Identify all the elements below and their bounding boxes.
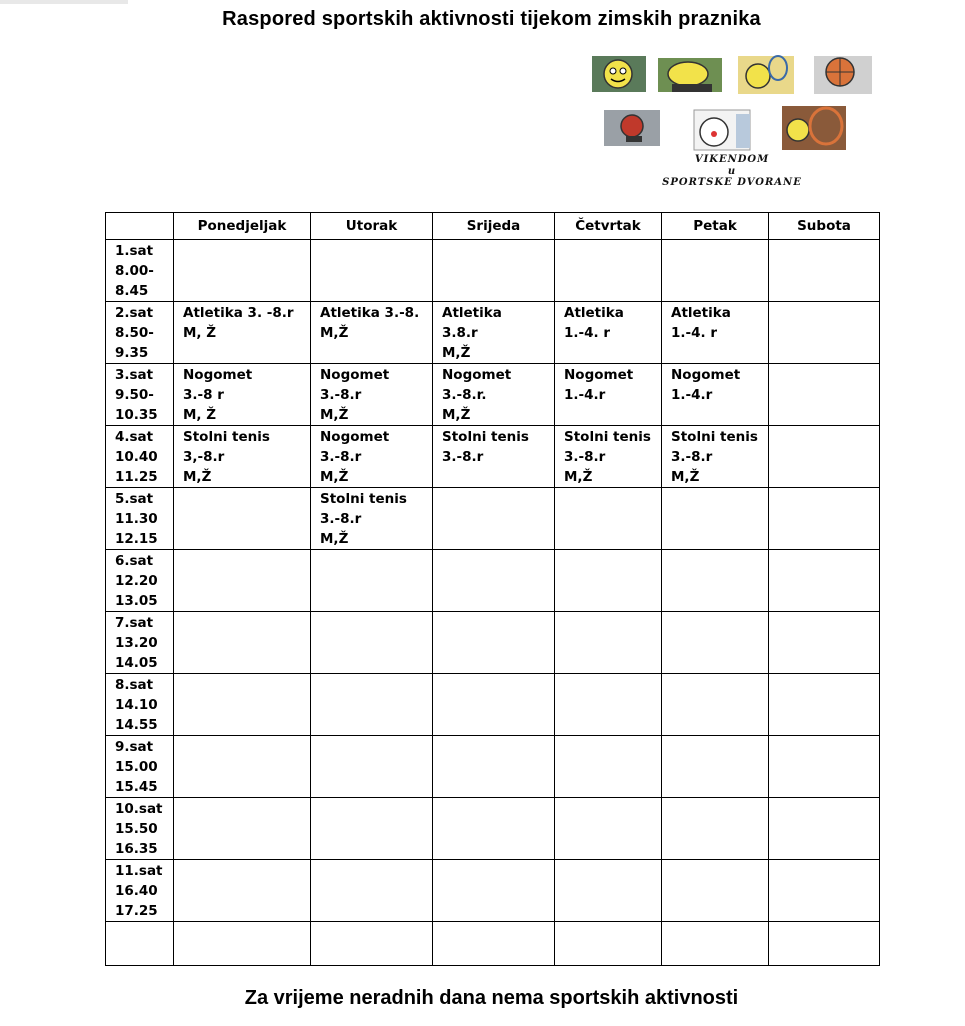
activity-line: Nogomet xyxy=(183,367,253,383)
activity-cell xyxy=(311,550,433,612)
activity-cell xyxy=(769,302,880,364)
time-slot-line: 14.55 xyxy=(115,717,158,733)
table-row xyxy=(106,612,880,674)
time-slot-line: 10.sat xyxy=(115,801,163,817)
time-slot-cell xyxy=(106,426,174,488)
activity-cell xyxy=(311,736,433,798)
activity-line: 1.-4.r xyxy=(564,387,606,403)
time-slot-cell xyxy=(106,488,174,550)
column-header: Petak xyxy=(662,213,769,240)
activity-cell xyxy=(555,674,662,736)
activity-cell xyxy=(769,240,880,302)
time-slot-line: 15.00 xyxy=(115,759,158,775)
activity-line: M,Ž xyxy=(442,345,471,361)
time-slot-line: 11.sat xyxy=(115,863,163,879)
activity-cell xyxy=(174,364,311,426)
time-slot-line: 1.sat xyxy=(115,243,154,259)
activity-line: Atletika 3.-8. xyxy=(320,305,420,321)
activity-cell xyxy=(433,240,555,302)
activity-cell xyxy=(769,426,880,488)
activity-line: 3.-8.r xyxy=(320,449,362,465)
time-slot-cell xyxy=(106,860,174,922)
activity-cell xyxy=(174,302,311,364)
time-slot-line: 9.50- xyxy=(115,387,154,403)
time-slot-line: 15.45 xyxy=(115,779,158,795)
activity-cell xyxy=(311,922,433,966)
time-slot-line: 2.sat xyxy=(115,305,154,321)
activity-cell xyxy=(555,488,662,550)
activity-cell xyxy=(662,240,769,302)
activity-cell xyxy=(311,240,433,302)
time-slot-cell xyxy=(106,364,174,426)
activity-cell xyxy=(555,922,662,966)
table-row xyxy=(106,364,880,426)
activity-cell xyxy=(174,674,311,736)
activity-line: M,Ž xyxy=(320,531,349,547)
time-slot-cell xyxy=(106,612,174,674)
column-header: Četvrtak xyxy=(555,213,662,240)
time-slot-line: 14.10 xyxy=(115,697,158,713)
table-row xyxy=(106,736,880,798)
activity-line: Nogomet xyxy=(671,367,741,383)
activity-line: Atletika xyxy=(442,305,502,321)
activity-cell xyxy=(433,860,555,922)
logo-line-2: u xyxy=(727,166,737,177)
activity-cell xyxy=(555,798,662,860)
time-slot-line: 4.sat xyxy=(115,429,154,445)
activity-cell xyxy=(311,674,433,736)
activity-line: 1.-4. r xyxy=(564,325,611,341)
time-slot-line: 5.sat xyxy=(115,491,154,507)
table-row xyxy=(106,922,880,966)
logo-line-1: VIKENDOM xyxy=(694,154,770,165)
page-title: Raspored sportskih aktivnosti tijekom zimskih praznika xyxy=(222,8,761,30)
table-header-row xyxy=(106,213,880,240)
time-slot-cell xyxy=(106,922,174,966)
time-slot-line: 11.25 xyxy=(115,469,158,485)
activity-line: 3.-8.r xyxy=(320,387,362,403)
activity-line: Atletika xyxy=(671,305,731,321)
time-slot-cell xyxy=(106,240,174,302)
activity-cell xyxy=(769,674,880,736)
time-slot-cell xyxy=(106,302,174,364)
activity-line: Stolni tenis xyxy=(183,429,270,445)
top-edge-mark xyxy=(0,0,128,4)
activity-cell xyxy=(555,612,662,674)
activity-cell xyxy=(769,736,880,798)
activity-cell xyxy=(311,488,433,550)
time-slot-line: 13.20 xyxy=(115,635,158,651)
time-slot-line: 17.25 xyxy=(115,903,158,919)
time-slot-line: 9.sat xyxy=(115,739,154,755)
activity-line: Nogomet xyxy=(564,367,634,383)
activity-cell xyxy=(433,674,555,736)
activity-cell xyxy=(662,674,769,736)
activity-cell xyxy=(174,860,311,922)
activity-cell xyxy=(662,302,769,364)
time-slot-line: 10.35 xyxy=(115,407,158,423)
activity-line: Atletika 3. -8.r xyxy=(183,305,294,321)
activity-line: 3,-8.r xyxy=(183,449,225,465)
table-row xyxy=(106,488,880,550)
time-slot-line: 3.sat xyxy=(115,367,154,383)
activity-cell xyxy=(174,240,311,302)
activity-cell xyxy=(433,488,555,550)
activity-cell xyxy=(555,240,662,302)
activity-cell xyxy=(769,612,880,674)
time-slot-line: 6.sat xyxy=(115,553,154,569)
column-header: Srijeda xyxy=(433,213,555,240)
logo-line-3: SPORTSKE DVORANE xyxy=(662,177,802,188)
activity-cell xyxy=(174,488,311,550)
time-slot-line: 11.30 xyxy=(115,511,158,527)
activity-line: Nogomet xyxy=(442,367,512,383)
activity-line: M, Ž xyxy=(183,407,217,423)
activity-cell xyxy=(662,550,769,612)
activity-line: 3.-8.r xyxy=(671,449,713,465)
activity-cell xyxy=(433,302,555,364)
activity-cell xyxy=(555,364,662,426)
time-slot-line: 14.05 xyxy=(115,655,158,671)
table-row xyxy=(106,240,880,302)
activity-cell xyxy=(662,426,769,488)
activity-cell xyxy=(311,302,433,364)
time-slot-line: 7.sat xyxy=(115,615,154,631)
activity-cell xyxy=(769,488,880,550)
activity-line: Nogomet xyxy=(320,367,390,383)
activity-line: 1.-4.r xyxy=(671,387,713,403)
activity-cell xyxy=(662,736,769,798)
activity-cell xyxy=(174,426,311,488)
activity-line: 1.-4. r xyxy=(671,325,718,341)
activity-cell xyxy=(433,736,555,798)
activity-line: 3.-8.r xyxy=(564,449,606,465)
table-row xyxy=(106,302,880,364)
activity-cell xyxy=(662,612,769,674)
activity-line: M,Ž xyxy=(442,407,471,423)
activity-line: M, Ž xyxy=(183,325,217,341)
activity-cell xyxy=(311,798,433,860)
time-slot-line: 8.50- xyxy=(115,325,154,341)
activity-line: Stolni tenis xyxy=(442,429,529,445)
time-slot-line: 16.35 xyxy=(115,841,158,857)
activity-line: M,Ž xyxy=(320,469,349,485)
activity-cell xyxy=(769,798,880,860)
activity-cell xyxy=(662,860,769,922)
activity-line: 3.-8.r xyxy=(320,511,362,527)
activity-cell xyxy=(311,426,433,488)
table-row xyxy=(106,550,880,612)
schedule-table xyxy=(105,212,880,966)
activity-line: M,Ž xyxy=(183,469,212,485)
activity-line: M,Ž xyxy=(320,407,349,423)
activity-cell xyxy=(174,798,311,860)
activity-cell xyxy=(555,302,662,364)
activity-cell xyxy=(662,488,769,550)
activity-cell xyxy=(433,364,555,426)
activity-line: M,Ž xyxy=(564,469,593,485)
activity-cell xyxy=(433,612,555,674)
time-slot-cell xyxy=(106,550,174,612)
activity-cell xyxy=(311,612,433,674)
time-slot-line: 12.15 xyxy=(115,531,158,547)
column-header: Utorak xyxy=(311,213,433,240)
activity-cell xyxy=(555,860,662,922)
activity-cell xyxy=(769,922,880,966)
activity-line: 3.-8.r xyxy=(442,449,484,465)
activity-cell xyxy=(769,364,880,426)
activity-cell xyxy=(433,798,555,860)
time-slot-cell xyxy=(106,674,174,736)
table-row xyxy=(106,798,880,860)
time-slot-line: 8.45 xyxy=(115,283,149,299)
table-row xyxy=(106,426,880,488)
activity-line: Atletika xyxy=(564,305,624,321)
time-slot-line: 13.05 xyxy=(115,593,158,609)
activity-cell xyxy=(311,860,433,922)
activity-cell xyxy=(662,798,769,860)
activity-cell xyxy=(433,550,555,612)
column-header: Ponedjeljak xyxy=(174,213,311,240)
activity-cell xyxy=(174,736,311,798)
activity-cell xyxy=(555,426,662,488)
activity-cell xyxy=(311,364,433,426)
activity-line: 3.-8 r xyxy=(183,387,224,403)
activity-cell xyxy=(174,550,311,612)
activity-cell xyxy=(769,860,880,922)
column-header: Subota xyxy=(769,213,880,240)
activity-cell xyxy=(433,922,555,966)
time-slot-line: 15.50 xyxy=(115,821,158,837)
table-row xyxy=(106,860,880,922)
time-slot-line: 10.40 xyxy=(115,449,158,465)
activity-line: 3.8.r xyxy=(442,325,478,341)
activity-line: Stolni tenis xyxy=(320,491,407,507)
activity-cell xyxy=(662,364,769,426)
activity-line: Stolni tenis xyxy=(671,429,758,445)
activity-cell xyxy=(174,612,311,674)
sports-logo xyxy=(586,50,878,190)
table-row xyxy=(106,674,880,736)
footer-note: Za vrijeme neradnih dana nema sportskih aktivnosti xyxy=(244,987,739,1009)
activity-cell xyxy=(555,550,662,612)
time-slot-cell xyxy=(106,798,174,860)
activity-cell xyxy=(769,550,880,612)
activity-cell xyxy=(555,736,662,798)
activity-line: 3.-8.r. xyxy=(442,387,487,403)
activity-line: Nogomet xyxy=(320,429,390,445)
activity-cell xyxy=(662,922,769,966)
activity-cell xyxy=(174,922,311,966)
header-corner xyxy=(106,213,174,240)
time-slot-line: 8.sat xyxy=(115,677,154,693)
time-slot-line: 12.20 xyxy=(115,573,158,589)
time-slot-line: 8.00- xyxy=(115,263,154,279)
activity-cell xyxy=(433,426,555,488)
activity-line: Stolni tenis xyxy=(564,429,651,445)
activity-line: M,Ž xyxy=(320,325,349,341)
time-slot-cell xyxy=(106,736,174,798)
time-slot-line: 16.40 xyxy=(115,883,158,899)
activity-line: M,Ž xyxy=(671,469,700,485)
time-slot-line: 9.35 xyxy=(115,345,149,361)
